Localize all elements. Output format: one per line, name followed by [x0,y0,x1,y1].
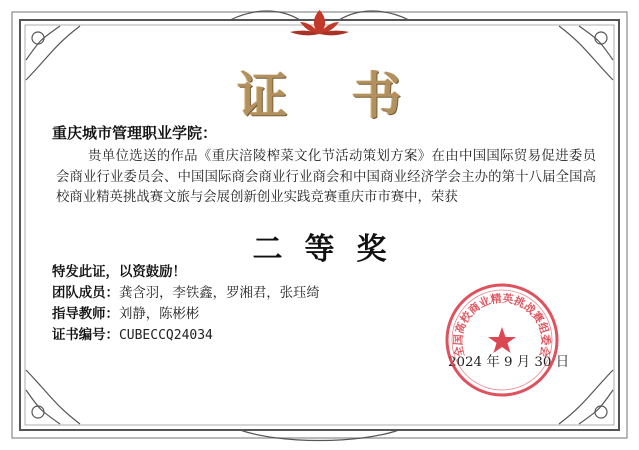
official-seal-icon [443,281,561,399]
advisor-line [52,304,320,325]
certificate-details [52,262,320,346]
certificate-number-value: CUBECCQ24034 [118,328,213,343]
team-members-label: 团队成员： [52,285,119,301]
team-members-line [52,283,320,304]
lotus-ornament-icon [290,10,349,35]
certificate-number-line [52,325,320,346]
issue-date: 2024 年 9 月 30 日 [448,355,570,370]
certificate-number-label: 证书编号： [52,327,119,343]
advisor-value: 刘静，陈彬彬 [118,307,200,322]
team-members-value: 龚含羽，李铁鑫，罗湘君，张珏绮 [118,286,320,301]
certificate-body: 贵单位选送的作品《重庆涪陵榨菜文化节活动策划方案》在由中国国际贸易促进委员会商业行业委员会、中国国际商会商业行业商会和中国商业经济学会主办的第十八届全国高校商业精英挑战赛文旅与会展创新创业实践竞赛重庆市市赛中，荣获 [56,149,596,205]
encouragement-text: 特发此证，以资鼓励！ [52,264,186,280]
certificate-title: 证书 [237,66,466,125]
advisor-label: 指导教师： [52,306,119,322]
award-level: 二等奖 [252,232,409,267]
svg-text:全国高校商业精英挑战赛组委会: 全国高校商业精英挑战赛组委会 [451,291,553,359]
encouragement-line [52,262,320,283]
recipient-name: 重庆城市管理职业学院： [52,124,218,142]
